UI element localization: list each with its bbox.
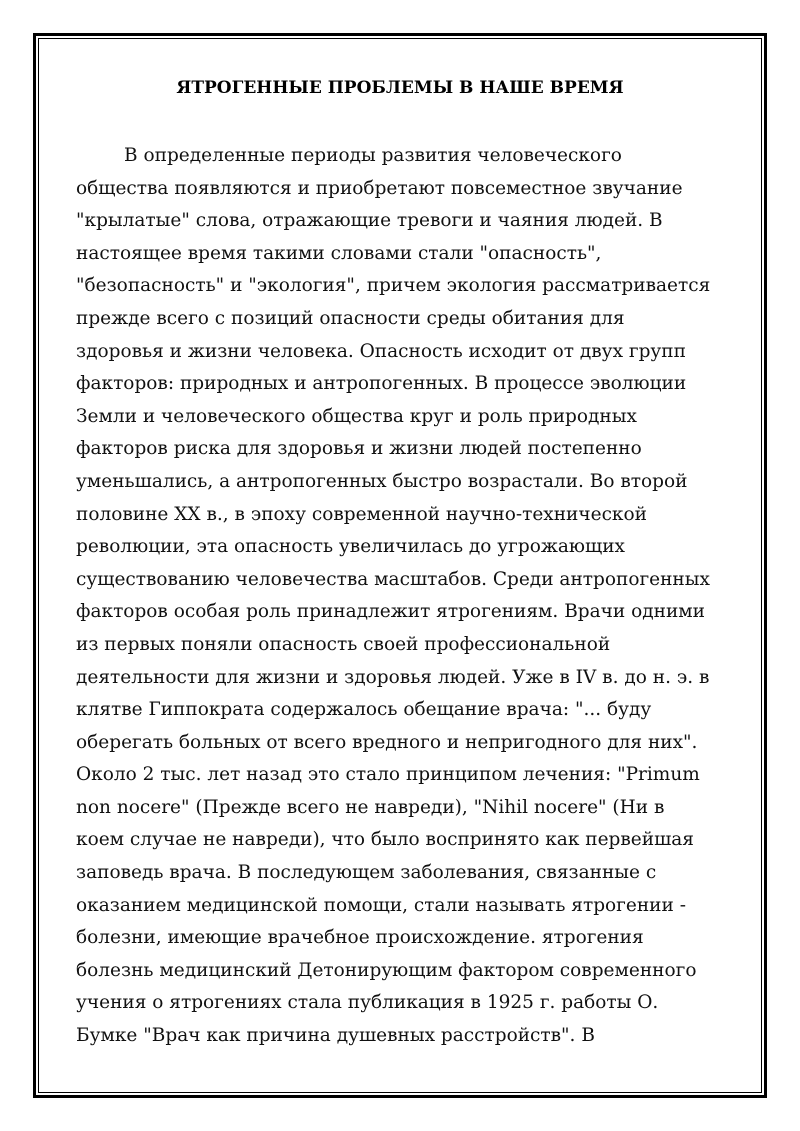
body-paragraph: В определенные периоды развития человеческого общества появляются и приобретают повсеместное звучание "крылатые" слова, отражающие тревоги и чаяния людей. В настоящее время такими словами стали "опасность", "безопасность" и "экология", причем экология рассматривается прежде всего с позиций опасности среды обитания для здоровья и жизни человека. Опасность исходит от двух групп факторов: природных и антропогенных. В процессе эволюции Земли и человеческого общества круг и роль природных факторов риска для здоровья и жизни людей постепенно уменьшались, а антропогенных быстро возрастали. Во второй половине XX в., в эпоху современной научно-технической революции, эта опасность увеличилась до угрожающих существованию человечества масштабов. Среди антропогенных факторов особая роль принадлежит ятрогениям. Врачи одними из первых поняли опасность своей профессиональной деятельности для жизни и здоровья людей. Уже в IV в. до н. э. в клятве Гиппократа содержалось обещание врача: "... буду оберегать больных от всего вредного и непригодного для них". Около 2 тыс. лет назад это стало принципом лечения: "Primum non nocere" (Прежде всего не навреди), "Nihil nocere" (Ни в коем случае не навреди), что было воспринято как первейшая заповедь врача. В последующем заболевания, связанные с оказанием медицинской помощи, стали называть ятрогении - болезни, имеющие врачебное происхождение. ятрогения болезнь медицинский Детонирующим фактором современного учения о ятрогениях стала публикация в 1925 г. работы О. Бумке "Врач как причина душевных расстройств". В [76,145,711,1047]
page-title: ЯТРОГЕННЫЕ ПРОБЛЕМЫ В НАШЕ ВРЕМЯ [176,78,624,98]
